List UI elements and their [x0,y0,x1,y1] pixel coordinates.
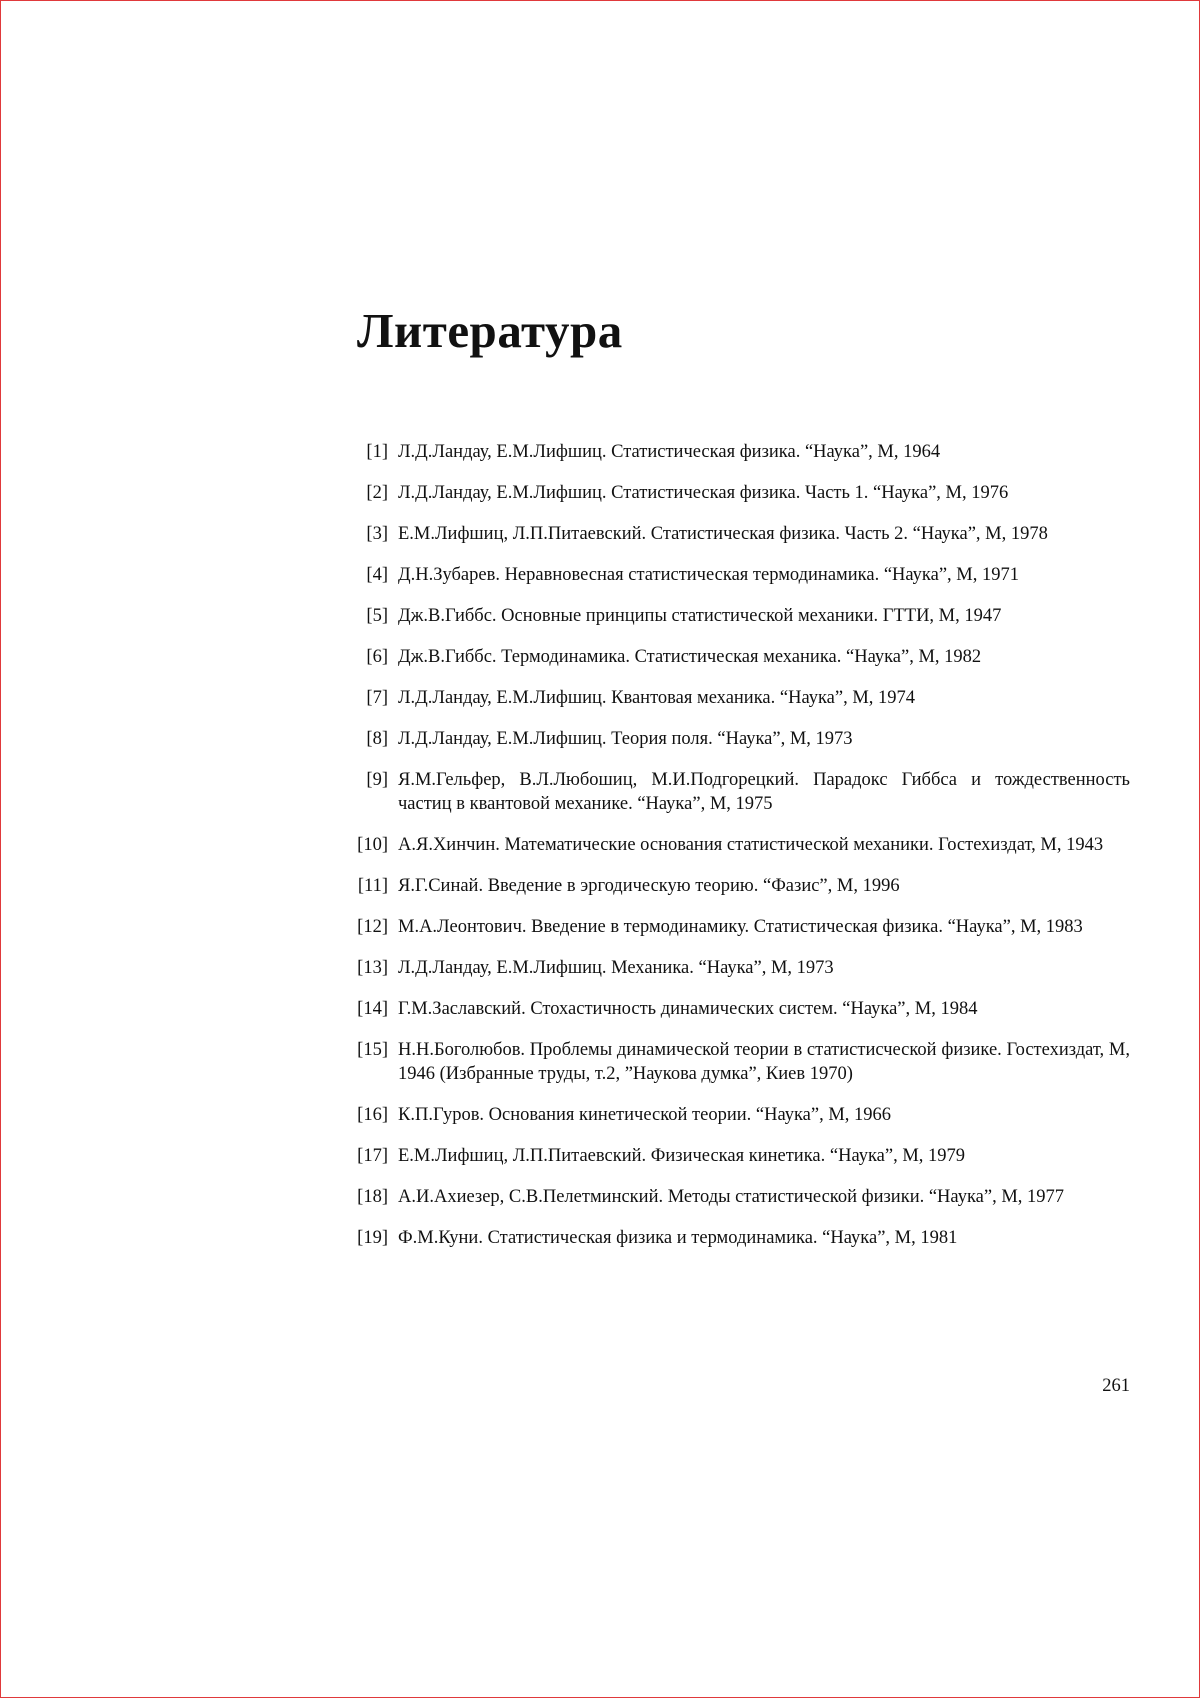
reference-text: Л.Д.Ландау, Е.М.Лифшиц. Статистическая физика. Часть 1. “Наука”, М, 1976 [398,483,1009,503]
reference-item [357,1185,1130,1209]
reference-number: [18] [357,1187,388,1207]
reference-number: [14] [357,999,388,1019]
reference-item [357,1038,1130,1086]
reference-text: А.И.Ахиезер, С.В.Пелетминский. Методы статистической физики. “Наука”, М, 1977 [398,1187,1065,1207]
reference-item [357,956,1130,980]
reference-item [357,481,1130,505]
reference-number: [9] [366,770,388,790]
reference-item [357,915,1130,939]
reference-number: [19] [357,1228,388,1248]
reference-item [357,997,1130,1021]
reference-number: [16] [357,1105,388,1125]
reference-number: [3] [366,524,388,544]
reference-number: [12] [357,917,388,937]
reference-item [357,522,1130,546]
page-number: 261 [1102,1376,1130,1396]
reference-text: Е.М.Лифшиц, Л.П.Питаевский. Физическая кинетика. “Наука”, М, 1979 [398,1146,966,1166]
reference-number: [10] [357,835,388,855]
reference-number: [15] [357,1040,388,1060]
reference-number: [5] [366,606,388,626]
reference-number: [17] [357,1146,388,1166]
reference-item [357,440,1130,464]
reference-item [357,833,1130,857]
reference-item [357,604,1130,628]
reference-item [357,874,1130,898]
reference-number: [2] [366,483,388,503]
reference-number: [11] [357,876,388,896]
reference-item [357,727,1130,751]
reference-text: Л.Д.Ландау, Е.М.Лифшиц. Теория поля. “Наука”, М, 1973 [398,729,853,749]
reference-item [357,1226,1130,1250]
reference-text: Н.Н.Боголюбов. Проблемы динамической теории в статистисческой физике. Гостехиздат, М, 1946 (Избранные труды, т.2, ”Наукова думка”, Киев 1970) [398,1040,1130,1084]
reference-text: Дж.В.Гиббс. Термодинамика. Статистическая механика. “Наука”, М, 1982 [398,647,982,667]
reference-list [357,440,1130,1267]
reference-text: Л.Д.Ландау, Е.М.Лифшиц. Квантовая механика. “Наука”, М, 1974 [398,688,916,708]
reference-number: [13] [357,958,388,978]
reference-item [357,645,1130,669]
reference-text: Е.М.Лифшиц, Л.П.Питаевский. Статистическая физика. Часть 2. “Наука”, М, 1978 [398,524,1048,544]
reference-text: Г.М.Заславский. Стохастичность динамических систем. “Наука”, М, 1984 [398,999,978,1019]
reference-item [357,563,1130,587]
reference-item [357,686,1130,710]
reference-text: Л.Д.Ландау, Е.М.Лифшиц. Механика. “Наука”, М, 1973 [398,958,834,978]
reference-text: Л.Д.Ландау, Е.М.Лифшиц. Статистическая физика. “Наука”, М, 1964 [398,442,941,462]
reference-number: [8] [366,729,388,749]
reference-text: Я.М.Гельфер, В.Л.Любошиц, М.И.Подгорецкий. Парадокс Гиббса и тождественность частиц в квантовой механике. “Наука”, М, 1975 [398,770,1130,814]
reference-text: Дж.В.Гиббс. Основные принципы статистической механики. ГТТИ, М, 1947 [398,606,1002,626]
reference-text: Ф.М.Куни. Статистическая физика и термодинамика. “Наука”, М, 1981 [398,1228,958,1248]
reference-text: Я.Г.Синай. Введение в эргодическую теорию. “Фазис”, М, 1996 [398,876,900,896]
page-title: Литература [357,303,623,358]
reference-item [357,1103,1130,1127]
reference-text: М.А.Леонтович. Введение в термодинамику. Статистическая физика. “Наука”, М, 1983 [398,917,1083,937]
reference-text: А.Я.Хинчин. Математические основания статистической механики. Гостехиздат, М, 1943 [398,835,1104,855]
reference-text: Д.Н.Зубарев. Неравновесная статистическая термодинамика. “Наука”, М, 1971 [398,565,1019,585]
reference-number: [6] [366,647,388,667]
reference-number: [7] [366,688,388,708]
reference-number: [4] [366,565,388,585]
reference-text: К.П.Гуров. Основания кинетической теории. “Наука”, М, 1966 [398,1105,892,1125]
reference-number: [1] [366,442,388,462]
reference-item [357,768,1130,816]
reference-item [357,1144,1130,1168]
